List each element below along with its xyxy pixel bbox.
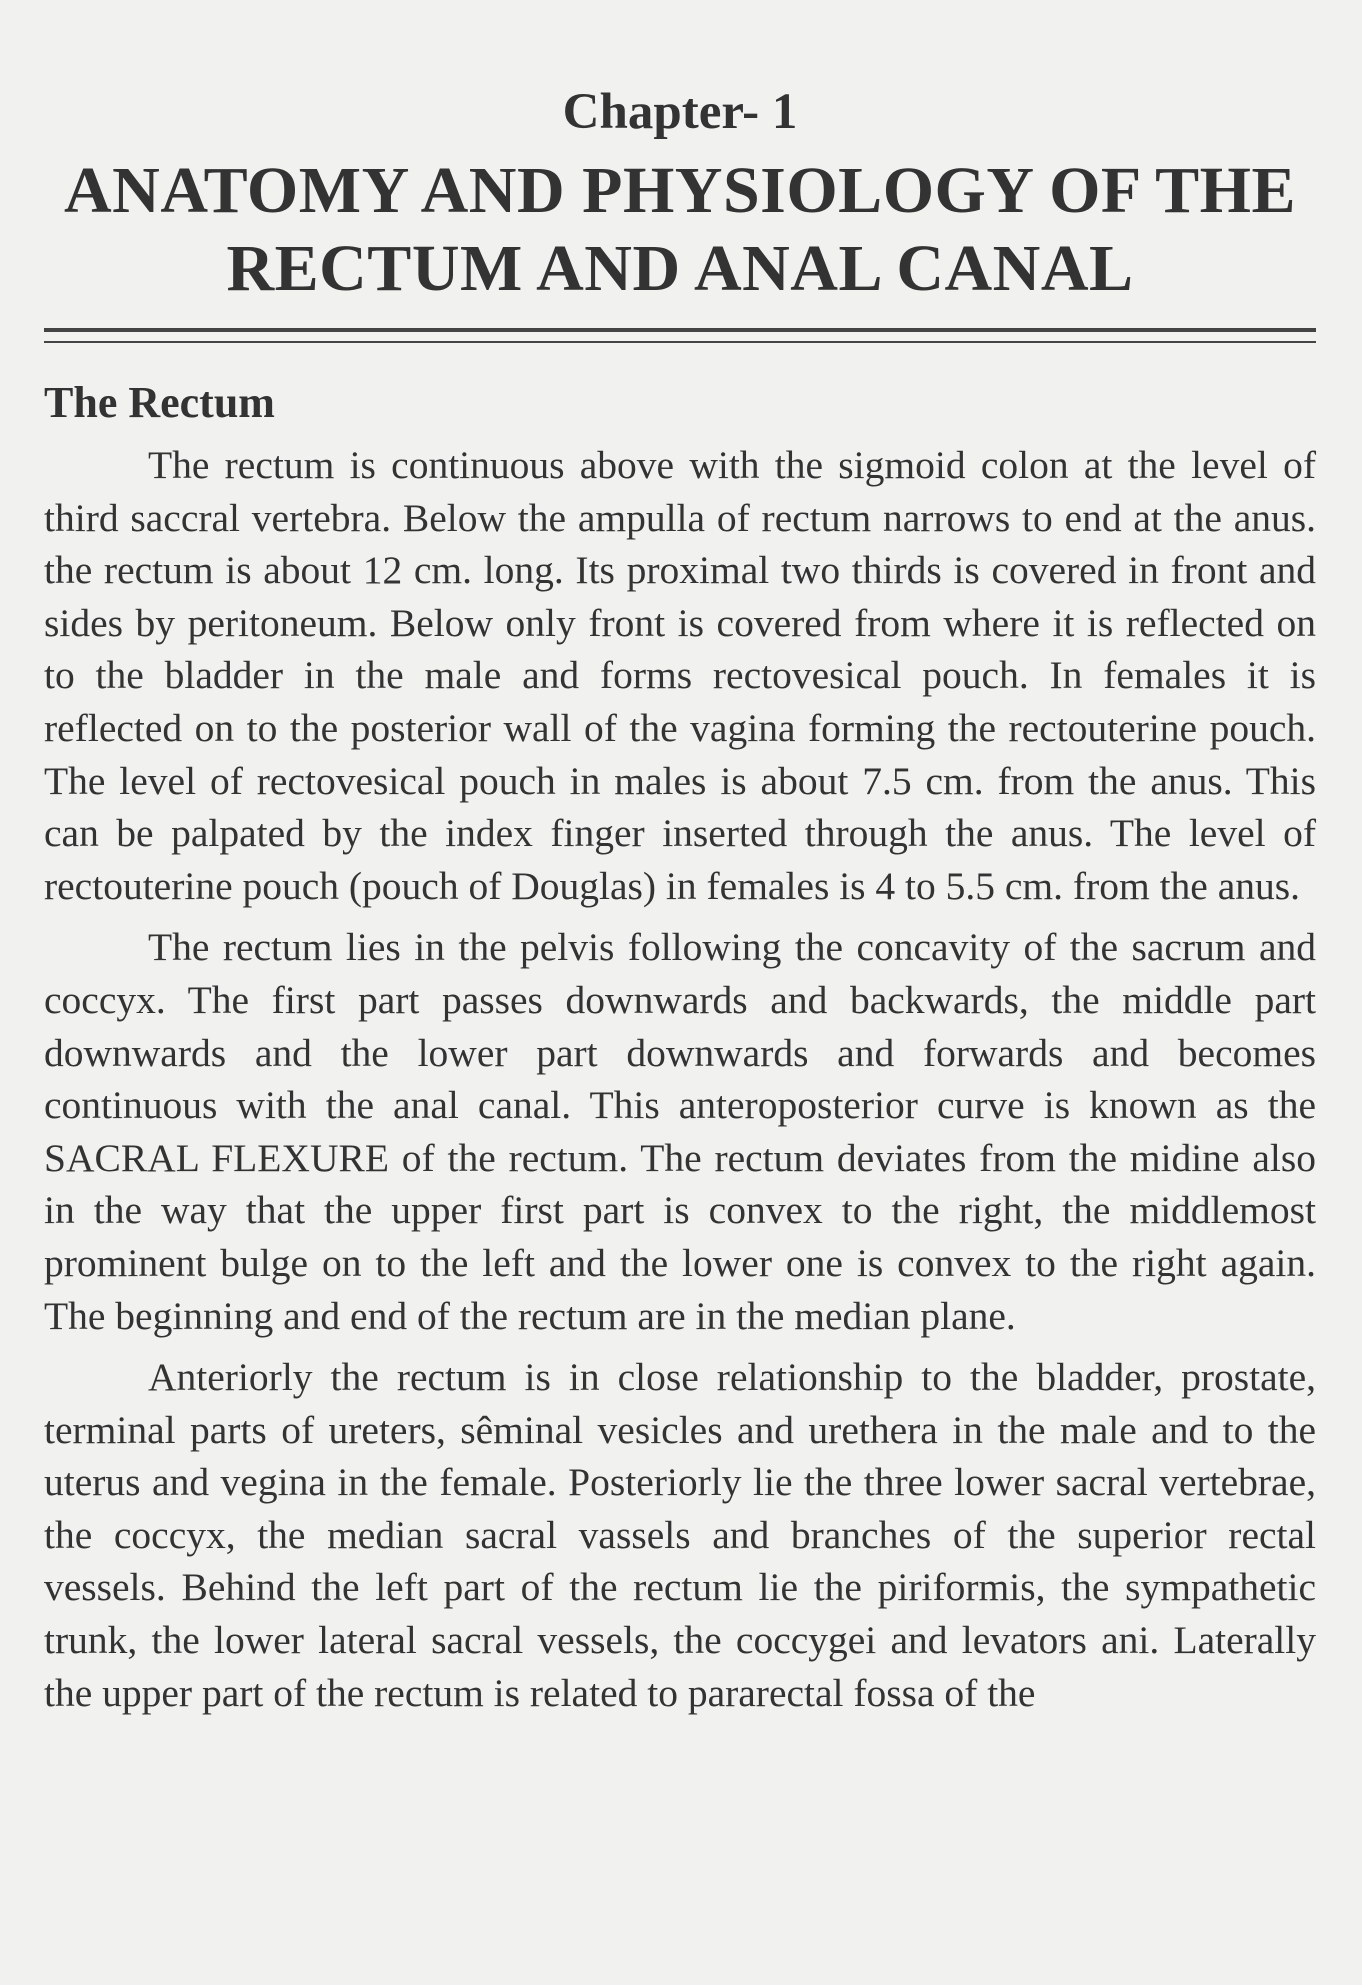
chapter-title-line-1: ANATOMY AND PHYSIOLOGY OF THE (64, 154, 1296, 227)
paragraph-2: The rectum lies in the pelvis following the concavity of the sacrum and coccyx. The first part passes downwards and backwards, the middle part downwards and the lower part downwards and forwards and becomes continuous with the anal canal. This anteroposterior curve is known as the SACRAL FLEXURE of the rectum. The rectum deviates from the midine also in the way that the upper first part is convex to the right, the middlemost prominent bulge on to the left and the lower one is convex to the right again. The beginning and end of the rectum are in the median plane. (44, 925, 1316, 1338)
book-page (44, 78, 1316, 1719)
chapter-title-line-2: RECTUM AND ANAL CANAL (226, 232, 1134, 305)
chapter-title (44, 152, 1316, 308)
section-heading: The Rectum (44, 378, 275, 427)
chapter-label: Chapter- 1 (562, 84, 798, 140)
title-divider (44, 328, 1316, 343)
paragraph-3: Anteriorly the rectum is in close relationship to the bladder, prostate, terminal parts of ureters, sêminal vesicles and urethera in the male and to the uterus and vegina in the female. Posteriorly lie the three lower sacral vertebrae, the coccyx, the median sacral vassels and branches of the superior rectal vessels. Behind the left part of the rectum lie the piriformis, the sympathetic trunk, the lower lateral sacral vessels, the coccygei and levators ani. Laterally the upper part of the rectum is related to pararectal fossa of the (44, 1355, 1316, 1715)
paragraph-1: The rectum is continuous above with the sigmoid colon at the level of third saccral vertebra. Below the ampulla of rectum narrows to end at the anus. the rectum is about 12 cm. long. Its proximal two thirds is covered in front and sides by peritoneum. Below only front is covered from where it is reflected on to the bladder in the male and forms rectovesical pouch. In females it is reflected on to the posterior wall of the vagina forming the rectouterine pouch. The level of rectovesical pouch in males is about 7.5 cm. from the anus. This can be palpated by the index finger inserted through the anus. The level of rectouterine pouch (pouch of Douglas) in females is 4 to 5.5 cm. from the anus. (44, 443, 1316, 908)
